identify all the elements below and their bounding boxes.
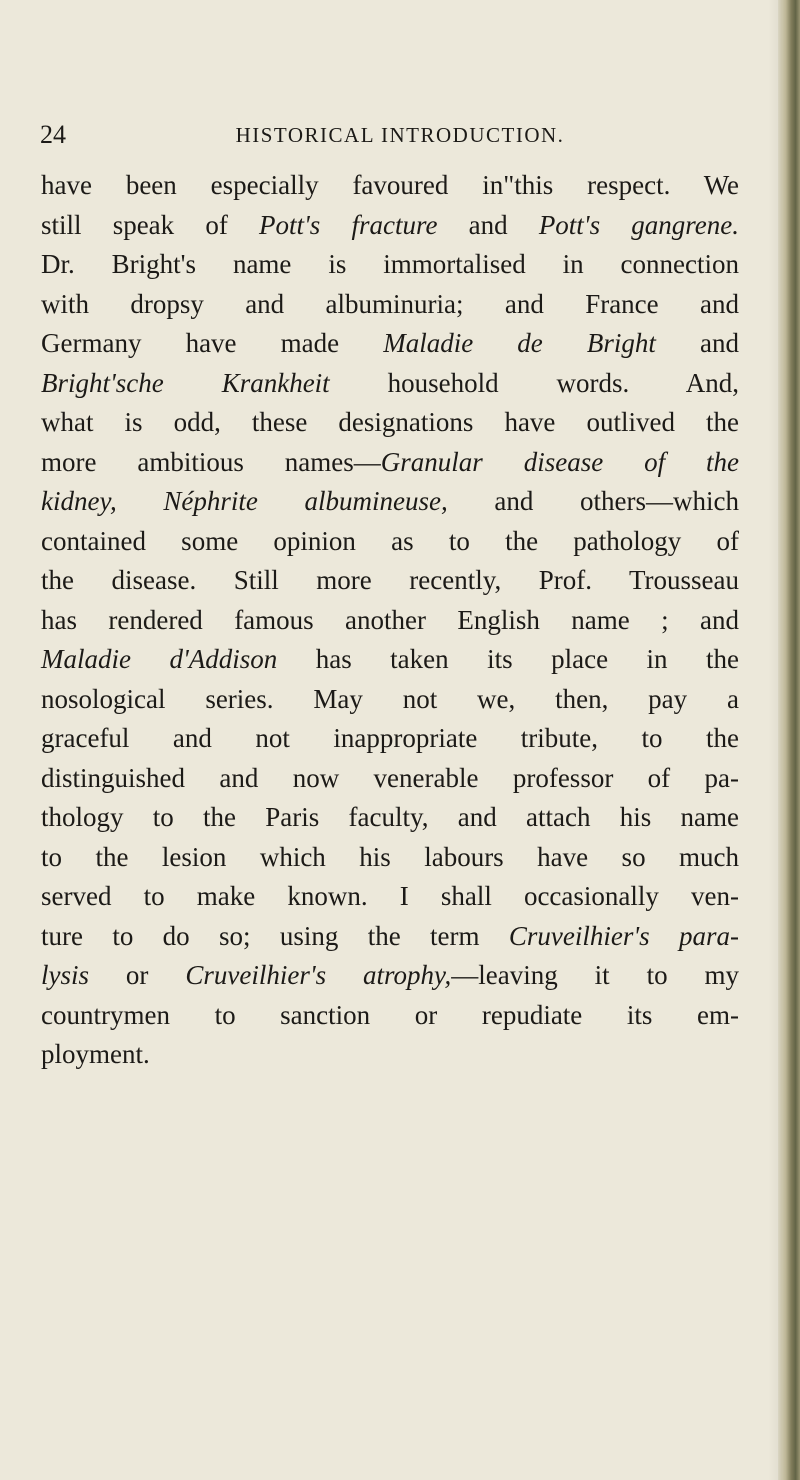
text-run: distinguished and now venerable professor of pa- (41, 762, 739, 793)
text-line (41, 877, 739, 917)
text-run: thology to the Paris faculty, and attach his name (41, 802, 739, 832)
text-run: has rendered famous another English name ; and (41, 604, 739, 635)
page-header (40, 120, 760, 160)
text-run: Dr. Bright's name is immortalised in connection (41, 249, 739, 279)
text-run: to the lesion which his labours have so much (41, 841, 739, 872)
text-run: —leaving it to my (451, 960, 739, 990)
text-run: contained some opinion as to the pathology of (41, 525, 739, 556)
text-line (41, 561, 739, 601)
text-run: and (655, 328, 739, 358)
text-line (41, 403, 739, 443)
text-run: has taken its place in the (277, 644, 739, 674)
italic-term: Maladie de Bright (383, 328, 656, 358)
text-run: nosological series. May not we, then, pay a (41, 683, 739, 714)
text-line (41, 364, 739, 404)
text-run: served to make known. I shall occasionally ven- (41, 881, 739, 911)
text-run: and (437, 209, 539, 240)
text-run: Germany have made (41, 328, 384, 358)
text-run: have been especially favoured in"this respect. We (41, 170, 739, 200)
text-line (41, 443, 739, 483)
text-line (41, 798, 739, 838)
text-line (41, 601, 739, 641)
text-line (41, 206, 739, 246)
text-run: or (89, 960, 186, 990)
italic-term: Pott's gangrene. (538, 209, 739, 240)
text-run: what is odd, these designations have outlived the (41, 407, 739, 437)
text-run: the disease. Still more recently, Prof. Trousseau (41, 565, 739, 595)
text-line (41, 680, 739, 720)
text-line (41, 956, 739, 996)
italic-term: Bright'sche Krankheit (41, 367, 330, 398)
text-line (41, 166, 739, 206)
text-line (41, 838, 739, 878)
italic-term: Granular disease of the (380, 446, 739, 477)
text-run: with dropsy and albuminuria; and France and (41, 288, 739, 319)
text-line (41, 759, 739, 799)
text-line (41, 1035, 739, 1075)
text-run: graceful and not inappropriate tribute, to the (41, 723, 739, 753)
text-run: and others—which (447, 486, 739, 516)
text-run: household words. And, (329, 367, 739, 398)
italic-term: Maladie d'Addison (41, 644, 278, 674)
text-run: more ambitious names— (41, 446, 381, 477)
italic-term: kidney, Néphrite albumineuse, (41, 486, 448, 516)
italic-term: Cruveilhier's para- (508, 920, 739, 951)
page-number: 24 (40, 120, 66, 149)
text-line (41, 522, 739, 562)
text-line (41, 482, 739, 522)
text-line (41, 917, 739, 957)
text-line (41, 996, 739, 1036)
text-line (41, 719, 739, 759)
text-line (41, 285, 739, 325)
body-text (41, 166, 739, 1075)
page-edge (778, 0, 800, 1480)
text-run: countrymen to sanction or repudiate its em- (41, 999, 739, 1030)
italic-term: lysis (41, 960, 90, 990)
text-run: ture to do so; using the term (41, 920, 509, 951)
text-line (41, 245, 739, 285)
italic-term: Pott's fracture (259, 209, 438, 240)
text-run: ployment. (41, 1039, 150, 1069)
text-line (41, 640, 739, 680)
italic-term: Cruveilhier's atrophy, (185, 960, 452, 990)
text-line (41, 324, 739, 364)
running-head: HISTORICAL INTRODUCTION. (235, 123, 565, 147)
text-run: still speak of (41, 209, 260, 240)
